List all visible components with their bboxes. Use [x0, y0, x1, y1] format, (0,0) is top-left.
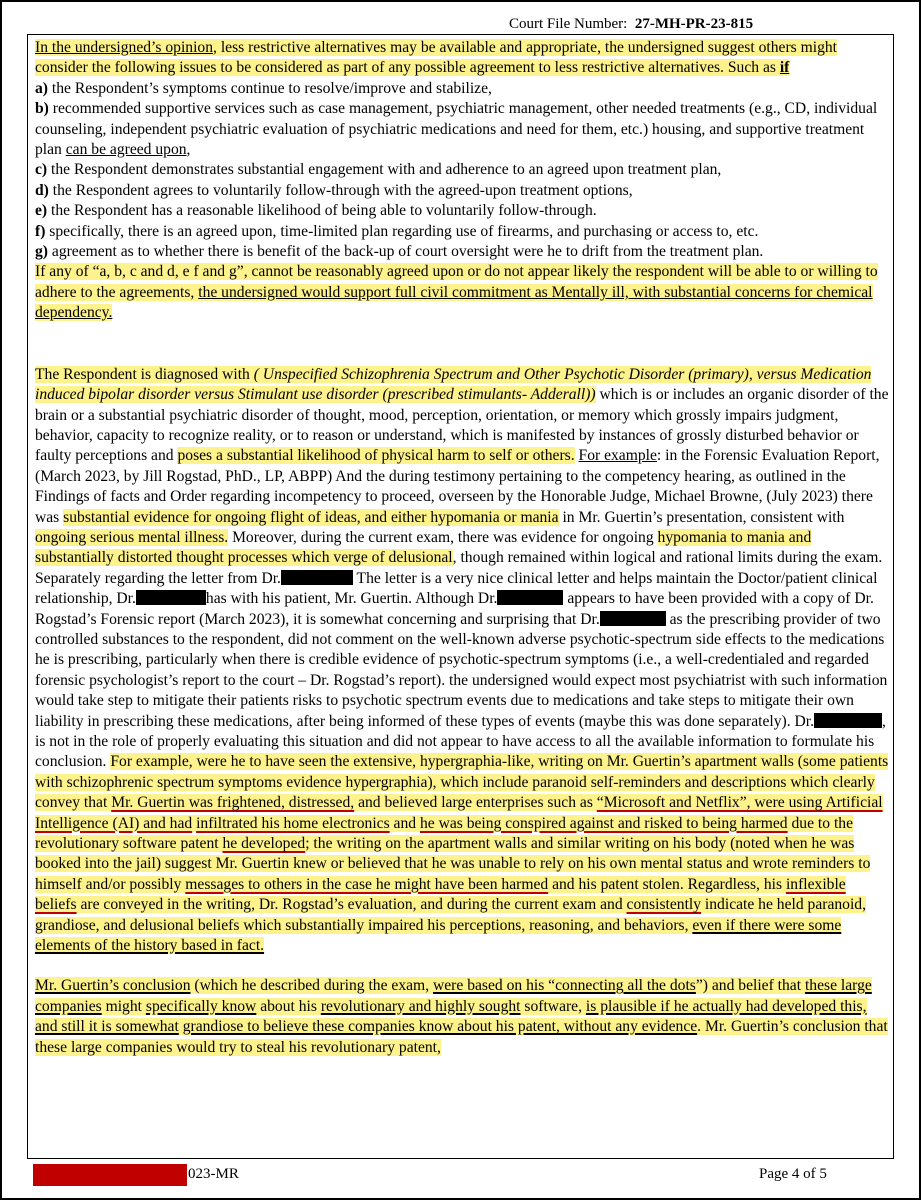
- developed-underline: he developed: [222, 835, 306, 853]
- example-highlight: [35, 753, 888, 954]
- conclusion-paragraph-highlight: [35, 977, 888, 1055]
- messages-underline: messages to others in the case he might have been harmed: [185, 875, 549, 893]
- evaluation-text: are conveyed in the writing, Dr. Rogstad’s evaluation, and during the current exam and: [76, 896, 627, 914]
- concern-text: appears to have been provided with a copy of Dr. Rogstad’s Forensic report (March 2023), it is somewhat concerning and surprising that Dr.: [35, 590, 874, 628]
- item-f-letter: f): [35, 222, 46, 240]
- walls-text: ; the writing on the apartment walls and similar writing on his body (noted when he was booked into the jail) suggest Mr. Guertin knew or believed that he was unable to rely on his own mental status and wrote reminders to himself and/or possibly: [35, 835, 871, 893]
- stolen-text: and his patent stolen. Regardless, his: [548, 875, 786, 893]
- prescribing-text: as the prescribing provider of two controlled substances to the respondent, did not comment on the well-known adverse psychotic-spectrum side effects to the medications he is prescribing, particularly when there is credible evidence of psychotic-spectrum symptoms (i.e., a well-credentialed and regarded forensic psychologist’s report to the court – Dr. Rogstad’s report). the undersigned would expect most psychiatrist with such information would take step to mitigate their patients risks to psychotic spectrum events due to medications and take steps to mitigate their own liability in prescribing these medications, after being informed of these types of events (maybe this was done separately). Dr.: [35, 610, 888, 730]
- might-text: might: [101, 997, 146, 1015]
- hypomania-highlight: hypomania to mania and substantially distorted thought processes which verge of delusional: [35, 528, 812, 567]
- intro-lead: In the undersigned’s opinion: [35, 39, 214, 56]
- redaction-box: [497, 590, 563, 605]
- section-less-restrictive: [35, 38, 890, 324]
- for-example-label: For example: [578, 447, 657, 465]
- document-body-box: [27, 34, 894, 1159]
- section-conclusion: [35, 976, 890, 1058]
- item-e-letter: e): [35, 202, 48, 220]
- diagnosis-text: ( Unspecified Schizophrenia Spectrum and Other Psychotic Disorder (primary), versus Medication induced bipolar disorder versus Stimulant use disorder (prescribed stimulants- Adderall)): [35, 365, 872, 404]
- harm-highlight: poses a substantial likelihood of physical harm to self or others.: [177, 447, 575, 465]
- item-b-end: ,: [186, 141, 191, 159]
- item-e-text: the Respondent has a reasonable likelihood of being able to voluntarily follow-through.: [47, 202, 597, 220]
- infiltrated-underline: infiltrated his home electronics: [196, 814, 390, 832]
- item-g-letter: g): [35, 243, 48, 261]
- intro-text: , less restrictive alternatives may be available and appropriate, the undersigned suggest others might consider the following issues to be considered as part of any possible agreement to less restrictive alternatives. Such as: [35, 39, 838, 77]
- conspired-underline: he was being conspired against and risked to being harmed: [419, 814, 788, 832]
- court-file-number: 27-MH-PR-23-815: [634, 16, 754, 32]
- history-underline: even if there were some elements of the history based in fact.: [35, 916, 842, 955]
- exam-text: Moreover, during the current exam, there was evidence for ongoing: [228, 528, 658, 546]
- grandiose-underline: grandiose to believe these companies know about his patent, without any evidence: [182, 1018, 698, 1036]
- footer-case-number: 023-MR: [188, 1166, 239, 1182]
- diagnosis-lead: The Respondent is diagnosed with: [35, 365, 254, 383]
- dots-underline: were based on his “connecting all the dots: [433, 977, 696, 995]
- footer-redaction: [33, 1164, 187, 1186]
- item-c-letter: c): [35, 161, 48, 179]
- item-c-text: the Respondent demonstrates substantial engagement with and adherence to an agreed upon treatment plan,: [47, 161, 722, 179]
- frightened-underline: Mr. Guertin was frightened, distressed,: [111, 794, 355, 812]
- and-text: and: [389, 814, 420, 832]
- diagnosis-body: which is or includes an organic disorder of the brain or a substantial psychiatric disorder of thought, mood, perception, orientation, or memory which grossly impairs judgment, behavior, capacity to recognize reality, or to reason or understand, which is manifested by instances of grossly disturbed behavior or faulty perceptions and: [35, 386, 889, 465]
- item-a-letter: a): [35, 79, 48, 97]
- role-text: , is not in the role of properly evaluating this situation and did not appear to have access to all the available information to formulate his conclusion.: [35, 712, 886, 771]
- described-text: (which he described during the exam,: [190, 977, 433, 995]
- item-d-letter: d): [35, 181, 49, 199]
- item-b-text: recommended supportive services such as case management, psychiatric management, other needed treatments (e.g., CD, individual counseling, independent psychiatric evaluation of psychiatric medications and need for them, etc.) housing, and supportive treatment plan: [35, 100, 878, 159]
- conclusion-underlined: the undersigned would support full civil commitment as Mentally ill, with substantial concerns for chemical dependency.: [35, 283, 873, 322]
- court-file-label: Court File Number:: [509, 16, 628, 32]
- item-d-text: the Respondent agrees to voluntarily follow-through with the agreed-upon treatment options,: [48, 181, 633, 199]
- item-b-underlined: can be agreed upon: [65, 141, 187, 159]
- conclusion-text: If any of “a, b, c and d, e f and g”, cannot be reasonably agreed upon or do not appear likely the respondent will be able to or willing to adhere to the agreements,: [35, 263, 878, 301]
- know-underline: specifically know: [145, 997, 257, 1015]
- page-footer: [0, 1162, 921, 1188]
- plausible-underline: is plausible if he actually had developed this, and still it is somewhat: [35, 997, 867, 1036]
- item-a-text: the Respondent’s symptoms continue to resolve/improve and stabilize,: [48, 79, 492, 97]
- redaction-box: [600, 611, 666, 626]
- microsoft-netflix-underline: “Microsoft and Netflix”, were using Artificial Intelligence (AI) and had: [35, 794, 883, 832]
- intro-highlight: [35, 39, 837, 76]
- item-g-text: agreement as to whether there is benefit of the back-up of court oversight were he to drift from the treatment plan.: [48, 243, 764, 261]
- enterprises-text: and believed large enterprises such as: [354, 794, 597, 812]
- illness-highlight: ongoing serious mental illness.: [35, 528, 229, 546]
- beliefs-text: indicate he held paranoid, grandiose, and delusional beliefs which substantially impaired his perceptions, reasoning, and behaviors,: [35, 896, 866, 934]
- intro-if: if: [779, 59, 790, 77]
- patient-text: has with his patient, Mr. Guertin. Although Dr.: [205, 590, 498, 608]
- clinical-letter-text: The letter is a very nice clinical letter and helps maintain the Doctor/patient clinical relationship, Dr.: [35, 569, 878, 608]
- patent-text: due to the revolutionary software patent: [35, 814, 853, 853]
- redaction-box: [281, 570, 353, 585]
- consistently-underline: consistently: [626, 896, 702, 914]
- footer-page-number: Page 4 of 5: [759, 1166, 827, 1182]
- revolutionary-underline: revolutionary and highly sought: [320, 997, 521, 1015]
- forensic-text: : in the Forensic Evaluation Report, (March 2023, by Jill Rogstad, PhD., LP, ABPP) And the during testimony pertaining to the competency hearing, as outlined in the Findings of facts and Order regarding incompetency to proceed, overseen by the Honorable Judge, Michael Browne, (July 2023) there was: [35, 447, 880, 526]
- belief-text: ”) and belief that: [695, 977, 805, 995]
- steal-patent-text: . Mr. Guertin’s conclusion that these large companies would try to steal his revolutionary patent,: [35, 1018, 888, 1056]
- about-text: about his: [256, 997, 321, 1015]
- item-b-letter: b): [35, 100, 49, 118]
- letter-text: , though remained within logical and rational limits during the exam. Separately regarding the letter from Dr.: [35, 549, 883, 587]
- conclusion-highlight: [35, 263, 878, 321]
- paragraph-gap: [35, 956, 890, 976]
- redaction-box: [136, 590, 206, 605]
- presentation-text: in Mr. Guertin’s presentation, consistent with: [558, 508, 845, 526]
- evidence-highlight: substantial evidence for ongoing flight of ideas, and either hypomania or mania: [63, 508, 559, 526]
- companies-underline: these large companies: [35, 977, 872, 1015]
- hypergraphia-text: For example, were he to have seen the extensive, hypergraphia-like, writing on Mr. Guertin’s apartment walls (some patients with schizophrenic spectrum symptoms evidence hypergraphia), which include paranoid self-reminders and descriptions which clearly convey that: [35, 753, 889, 812]
- software-text: software,: [520, 997, 586, 1015]
- guertin-conclusion-underline: Mr. Guertin’s conclusion: [35, 977, 191, 995]
- redaction-box: [814, 713, 882, 728]
- document-text: [35, 38, 890, 1058]
- paragraph-gap: [35, 324, 890, 365]
- section-diagnosis: [35, 365, 890, 957]
- inflexible-underline: inflexible beliefs: [35, 875, 846, 914]
- court-file-header: [509, 16, 753, 33]
- item-f-text: specifically, there is an agreed upon, time-limited plan regarding use of firearms, and purchasing or access to, etc.: [45, 222, 759, 240]
